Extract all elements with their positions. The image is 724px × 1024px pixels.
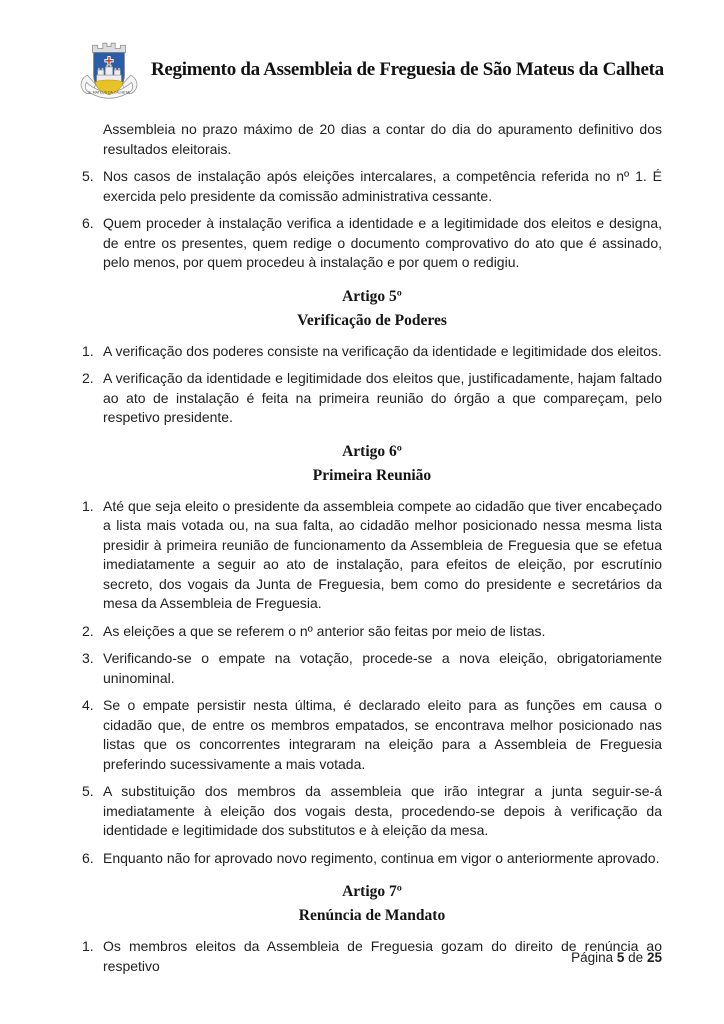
- crest-crown: [93, 43, 126, 52]
- item-number: 1.: [82, 342, 94, 359]
- item-number: 3.: [82, 650, 94, 666]
- item-number: 5.: [82, 783, 94, 799]
- list-item: [82, 696, 662, 774]
- list-item: [82, 622, 662, 642]
- article-title: Verificação de Poderes: [297, 311, 447, 329]
- footer-page-separator: de: [628, 950, 644, 965]
- item-number: 2.: [82, 370, 94, 386]
- crest-banner-text: S. MATEUS DA CALHETA: [88, 90, 130, 95]
- article-title: Primeira Reunião: [312, 466, 432, 484]
- article-heading: [82, 285, 662, 333]
- item-number: 1.: [82, 938, 94, 954]
- item-text: Enquanto não for aprovado novo regimento, continua em vigor o anteriormente aprovado.: [103, 849, 660, 866]
- item-number: 5.: [82, 168, 94, 184]
- list-item: [82, 782, 662, 841]
- article-title: Renúncia de Mandato: [298, 907, 446, 924]
- list-item: [82, 497, 662, 614]
- item-text: Se o empate persistir nesta última, é declarado eleito para as funções em causa o cidadão que, de entre os membros empatados, se encontrava melhor posicionado nas listas que os concorrentes integraram na eleição para a Assembleia de Freguesia preferindo sucessivamente a mais votada.: [103, 697, 662, 772]
- footer-page-total: 25: [646, 950, 662, 965]
- page-number-footer: [571, 950, 662, 965]
- document-body: [0, 120, 724, 976]
- item-text: Verificando-se o empate na votação, procede-se a nova eleição, obrigatoriamente uninominal.: [103, 650, 662, 686]
- item-text: Nos casos de instalação após eleições intercalares, a competência referida no nº 1. É exercida pelo presidente da comissão administrativa cessante.: [103, 168, 662, 204]
- item-number: 2.: [82, 622, 94, 639]
- list-item: [82, 167, 662, 206]
- document-header: [0, 0, 724, 104]
- footer-page-label: Página: [571, 950, 614, 965]
- list-item: [82, 342, 662, 362]
- article-heading: [82, 440, 662, 488]
- item-text: A verificação dos poderes consiste na verificação da identidade e legitimidade dos eleitos.: [103, 342, 662, 359]
- item-number: 6.: [82, 215, 94, 231]
- article-number: Artigo 5º: [342, 287, 402, 305]
- item-text: Os membros eleitos da Assembleia de Freguesia gozam do direito de renúncia ao respetivo: [103, 938, 662, 974]
- list-item: [82, 369, 662, 428]
- item-number: 6.: [82, 849, 94, 866]
- article-number: Artigo 6º: [342, 442, 402, 460]
- coat-of-arms-logo: [78, 36, 140, 104]
- article-heading: [82, 880, 662, 928]
- item-text: A substituição dos membros da assembleia que irão integrar a junta seguir-se-á imediatamente à eleição dos vogais desta, procedendo-se depois à verificação da identidade e legitimidade dos substitutos e à eleição da mesa.: [103, 783, 662, 838]
- item-text: A verificação da identidade e legitimidade dos eleitos que, justificadamente, hajam faltado ao ato de instalação é feita na primeira reunião do órgão a que compareçam, pelo respetivo presidente.: [103, 370, 662, 425]
- item-number: 1.: [82, 497, 94, 514]
- footer-page-current: 5: [616, 950, 625, 965]
- article-number: Artigo 7º: [342, 883, 402, 900]
- item-text: Até que seja eleito o presidente da assembleia compete ao cidadão que tiver encabeçado a lista mais votada ou, na sua falta, ao cidadão melhor posicionado nessa mesma lista presidir à primeira reunião de funcionamento da Assembleia de Freguesia que se efetua imediatamente a seguir ao ato de instalação, para efeitos de eleição, por escrutínio secreto, dos vogais da Junta de Freguesia, bem como do presidente e secretários da mesa da Assembleia de Freguesia.: [103, 497, 662, 611]
- item-text: Quem proceder à instalação verifica a identidade e a legitimidade dos eleitos e designa, de entre os presentes, quem redige o documento comprovativo do ato que é assinado, pelo menos, por quem procedeu à instalação e por quem o redigiu.: [103, 215, 662, 270]
- list-item: [82, 214, 662, 273]
- item-number: 4.: [82, 697, 94, 713]
- item-text: As eleições a que se referem o nº anterior são feitas por meio de listas.: [103, 622, 546, 639]
- list-item: [82, 649, 662, 688]
- document-title: Regimento da Assembleia de Freguesia de São Mateus da Calheta: [151, 59, 664, 80]
- list-item: [82, 849, 662, 869]
- paragraph-continuation: Assembleia no prazo máximo de 20 dias a contar do dia do apuramento definitivo dos resultados eleitorais.: [103, 121, 662, 157]
